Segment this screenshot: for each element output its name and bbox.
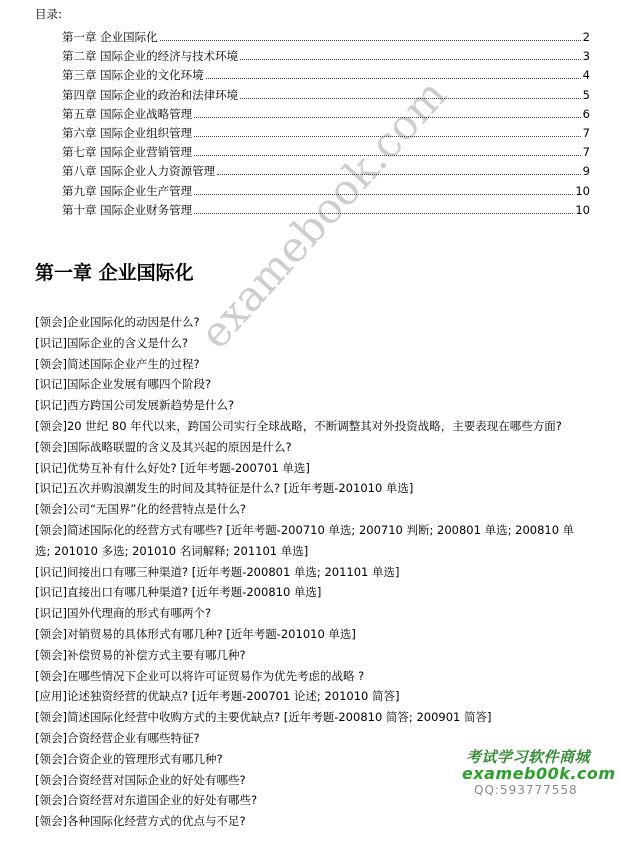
question-item: [领会]简述国际化的经营方式有哪些? [近年考题-200710 单选; 200710 判断; 200801 单选; 200810 单选; 201010 多选; 201010 名词解释; 201101 单选] bbox=[35, 522, 575, 558]
toc-dot-leader bbox=[194, 135, 581, 137]
logo-title: 考试学习软件商城 bbox=[466, 748, 591, 766]
question-item: [领会]公司“无国界”化的经营特点是什么? bbox=[35, 502, 246, 517]
question-item: [领会]合资经营对国际企业的好处有哪些? bbox=[35, 772, 246, 787]
toc-entry[interactable] bbox=[62, 47, 590, 66]
toc-entry-title: 第十章 国际企业财务管理 bbox=[62, 202, 193, 217]
toc-entry-page: 2 bbox=[582, 30, 590, 44]
question-item: [识记]间接出口有哪三种渠道? [近年考题-200801 单选; 201101 单选] bbox=[35, 564, 400, 579]
store-logo bbox=[458, 746, 616, 802]
question-item: [领会]简述国际企业产生的过程? bbox=[35, 356, 200, 371]
toc-dot-leader bbox=[240, 58, 581, 60]
toc-entry-page: 10 bbox=[575, 202, 590, 217]
question-item: [领会]简述国际化经营中收购方式的主要优缺点? [近年考题-200810 简答; 200901 简答] bbox=[35, 710, 492, 725]
toc-dot-leader bbox=[194, 116, 581, 118]
toc-entry-page: 9 bbox=[582, 164, 590, 179]
toc-entry-title: 第二章 国际企业的经济与技术环境 bbox=[62, 49, 239, 64]
toc-entry-title: 第八章 国际企业人力资源管理 bbox=[62, 164, 216, 179]
question-item: [领会]在哪些情况下企业可以将许可证贸易作为优先考虑的战略 ? bbox=[35, 668, 365, 683]
toc-entry-title: 第九章 国际企业生产管理 bbox=[62, 183, 193, 198]
toc-dot-leader bbox=[240, 97, 581, 99]
toc-label: 目录: bbox=[35, 7, 62, 21]
question-item: [识记]国际企业发展有哪四个阶段? bbox=[35, 377, 212, 392]
chapter-heading: 第一章 企业国际化 bbox=[35, 262, 194, 284]
toc-entry-title: 第三章 国际企业的文化环境 bbox=[62, 68, 204, 83]
question-item: [识记]国外代理商的形式有哪两个? bbox=[35, 606, 212, 621]
toc-dot-leader bbox=[194, 212, 573, 214]
toc-dot-leader bbox=[206, 77, 581, 79]
question-item: [领会]20 世纪 80 年代以来，跨国公司实行全球战略，不断调整其对外投资战略，主要表现在哪些方面? bbox=[35, 418, 562, 433]
toc-entry-title: 第七章 国际企业营销管理 bbox=[62, 145, 193, 160]
toc-entry[interactable] bbox=[62, 66, 590, 85]
toc-dot-leader bbox=[194, 154, 581, 156]
toc-entry-page: 7 bbox=[582, 145, 590, 160]
question-item: [领会]国际战略联盟的含义及其兴起的原因是什么? bbox=[35, 439, 292, 454]
toc-entry[interactable] bbox=[62, 124, 590, 143]
question-item: [识记]五次并购浪潮发生的时间及其特征是什么? [近年考题-201010 单选] bbox=[35, 481, 414, 496]
watermark-text: examebook.com bbox=[190, 69, 457, 358]
logo-contact: QQ:593777558 bbox=[474, 783, 578, 797]
toc-entry-page: 3 bbox=[582, 49, 590, 64]
toc-dot-leader bbox=[217, 173, 581, 175]
question-item: [领会]各种国际化经营方式的优点与不足? bbox=[35, 814, 246, 829]
toc-entry[interactable] bbox=[62, 162, 590, 181]
question-item: [识记]直接出口有哪几种渠道? [近年考题-200810 单选] bbox=[35, 585, 322, 600]
question-item: [识记]西方跨国公司发展新趋势是什么? bbox=[35, 398, 235, 413]
toc-entry-title: 第五章 国际企业战略管理 bbox=[62, 106, 193, 121]
toc-entry-page: 6 bbox=[582, 106, 590, 121]
toc-entry[interactable] bbox=[62, 143, 590, 162]
question-item: [识记]国际企业的含义是什么? bbox=[35, 335, 189, 350]
toc-entry[interactable] bbox=[62, 201, 590, 220]
table-of-contents bbox=[62, 28, 590, 220]
question-item: [识记]优势互补有什么好处? [近年考题-200701 单选] bbox=[35, 460, 310, 475]
question-item: [领会]合资企业的管理形式有哪几种? bbox=[35, 751, 223, 766]
question-item: [领会]补偿贸易的补偿方式主要有哪几种? bbox=[35, 647, 246, 662]
question-item: [应用]论述独资经营的优缺点? [近年考题-200701 论述; 201010 简答] bbox=[35, 689, 400, 704]
toc-dot-leader bbox=[194, 193, 573, 195]
toc-dot-leader bbox=[160, 39, 581, 41]
question-item: [领会]企业国际化的动因是什么? bbox=[35, 315, 200, 329]
toc-entry[interactable] bbox=[62, 182, 590, 201]
toc-entry-page: 4 bbox=[582, 68, 590, 83]
toc-entry-title: 第一章 企业国际化 bbox=[62, 30, 158, 44]
toc-entry[interactable] bbox=[62, 28, 590, 47]
toc-entry[interactable] bbox=[62, 105, 590, 124]
toc-entry-page: 5 bbox=[582, 87, 590, 102]
toc-entry-page: 7 bbox=[582, 125, 590, 140]
toc-entry-title: 第六章 国际企业组织管理 bbox=[62, 125, 193, 140]
toc-entry[interactable] bbox=[62, 86, 590, 105]
question-item: [领会]合资经营对东道国企业的好处有哪些? bbox=[35, 793, 258, 808]
question-item: [领会]对销贸易的具体形式有哪几种? [近年考题-201010 单选] bbox=[35, 626, 356, 641]
toc-entry-page: 10 bbox=[575, 183, 590, 198]
question-item: [领会]合资经营企业有哪些特征? bbox=[35, 730, 200, 745]
toc-entry-title: 第四章 国际企业的政治和法律环境 bbox=[62, 87, 239, 102]
logo-domain: exameb00k.com bbox=[462, 764, 616, 783]
